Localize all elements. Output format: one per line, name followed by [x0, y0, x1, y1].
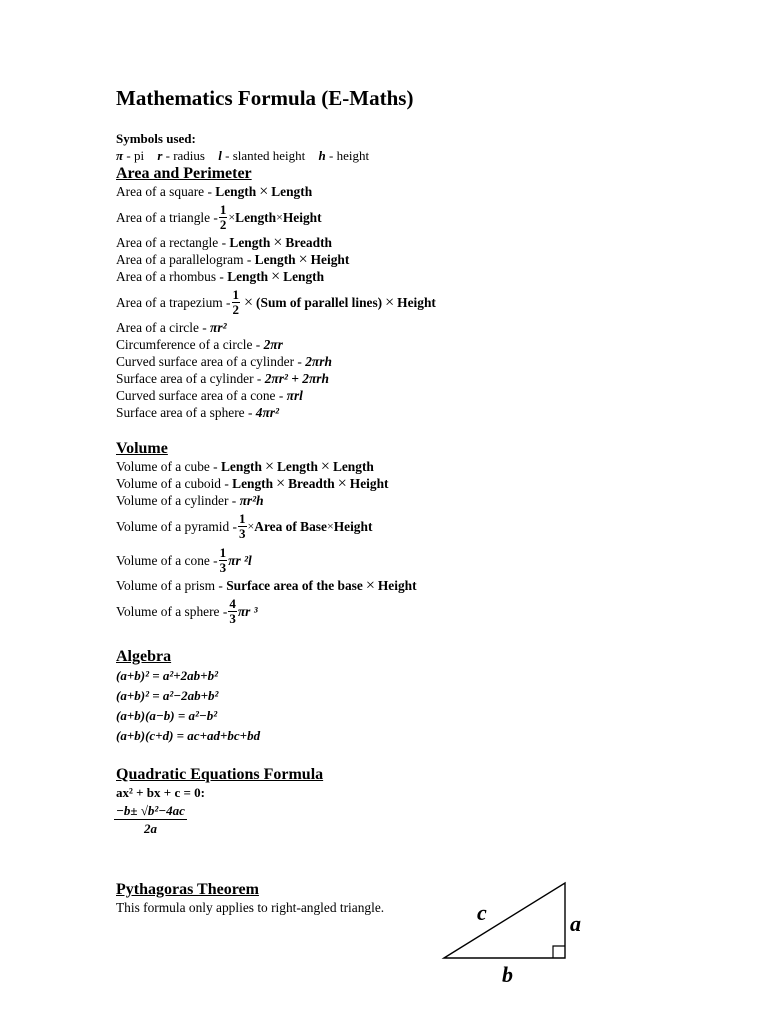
area-trapezium-label: Area of a trapezium - [116, 294, 231, 310]
triangle-shape [444, 883, 565, 958]
volume-cone-label: Volume of a cone - [116, 552, 218, 568]
area-parallelogram-label: Area of a parallelogram - [116, 252, 255, 267]
quadratic-numerator: −b± √b²−4ac [116, 803, 185, 818]
numerator: 1 [239, 510, 246, 526]
term: Breadth [285, 235, 332, 250]
times-sign: × [320, 458, 330, 475]
formula: πr² [210, 320, 227, 335]
times-sign: × [298, 251, 308, 268]
triangle-label-b: b [502, 962, 513, 987]
term: Height [377, 578, 417, 593]
area-trapezium [116, 285, 746, 319]
algebra-identity-3: (a+b)(a−b) = a²−b² [116, 708, 218, 723]
numerator: 4 [229, 595, 236, 611]
quadratic-denominator: 2a [114, 819, 187, 837]
area-square-label: Area of a square - [116, 184, 216, 199]
numerator: 1 [232, 286, 240, 302]
area-triangle-label: Area of a triangle - [116, 209, 218, 225]
volume-cube [116, 458, 746, 475]
right-angle-marker [553, 946, 565, 958]
curved-cone-label: Curved surface area of a cone - [116, 388, 287, 403]
term: Length [271, 184, 313, 199]
symbol-slant-meaning: - slanted height [225, 148, 306, 163]
term: Height [310, 252, 350, 267]
denominator: 3 [239, 525, 246, 541]
denominator: 2 [232, 301, 240, 317]
times-sign: × [276, 209, 283, 224]
algebra-identity-2: (a+b)² = a²−2ab+b² [116, 688, 219, 703]
volume-sphere [116, 594, 746, 628]
volume-cuboid-label: Volume of a cuboid - [116, 476, 233, 491]
volume-cube-label: Volume of a cube - [116, 459, 221, 474]
area-parallelogram [116, 251, 746, 268]
document-page [116, 84, 746, 916]
formula: πr ³ [237, 603, 258, 619]
volume-cone [116, 543, 746, 577]
volume-prism-label: Volume of a prism - [116, 578, 227, 593]
area-rhombus [116, 268, 746, 285]
formula: πr²h [239, 493, 264, 508]
times-sign: × [337, 475, 347, 492]
surface-sphere-label: Surface area of a sphere - [116, 405, 256, 420]
quadratic-formula [116, 802, 185, 837]
area-circle-label: Area of a circle - [116, 320, 211, 335]
times-sign: × [259, 183, 269, 200]
area-triangle [116, 200, 746, 234]
term: Length [221, 459, 262, 474]
term: Length [215, 184, 257, 199]
term: Area of Base [254, 518, 327, 534]
volume-cylinder-label: Volume of a cylinder - [116, 493, 240, 508]
circumference-circle [116, 336, 746, 353]
term: Surface area of the base [226, 578, 363, 593]
formula: πrl [286, 388, 303, 403]
times-sign: × [247, 518, 255, 533]
term: Height [282, 209, 322, 225]
term: Length [235, 209, 277, 225]
times-sign: × [273, 234, 283, 251]
algebra-identity-1: (a+b)² = a²+2ab+b² [116, 668, 218, 683]
surface-area-sphere [116, 404, 746, 421]
triangle-label-a: a [570, 911, 581, 936]
area-square [116, 183, 746, 200]
numerator: 1 [219, 544, 227, 560]
volume-sphere-label: Volume of a sphere - [116, 603, 228, 619]
symbols-heading: Symbols used: [116, 131, 196, 146]
term: (Sum of parallel lines) [256, 294, 383, 310]
term: Length [276, 459, 318, 474]
times-sign: × [385, 293, 395, 311]
fraction [232, 288, 241, 317]
surface-cylinder-label: Surface area of a cylinder - [116, 371, 265, 386]
times-sign: × [264, 458, 274, 475]
circumference-label: Circumference of a circle - [116, 337, 264, 352]
formula: 2πr [263, 337, 283, 352]
quadratic-heading: Quadratic Equations Formula [116, 766, 324, 783]
pythagoras-heading: Pythagoras Theorem [116, 881, 259, 898]
volume-prism [116, 577, 746, 594]
term: Height [333, 518, 373, 534]
symbol-height-meaning: - height [329, 148, 370, 163]
symbol-pi: π [116, 148, 124, 163]
symbol-pi-meaning: - pi [126, 148, 145, 163]
times-sign: × [326, 518, 334, 533]
volume-pyramid [116, 509, 746, 543]
denominator: 2 [219, 216, 227, 232]
term: Length [332, 459, 374, 474]
curved-area-cone [116, 387, 746, 404]
times-sign: × [276, 475, 286, 492]
fraction [228, 597, 237, 626]
term: Length [229, 235, 271, 250]
denominator: 3 [219, 559, 227, 575]
pythagoras-text: This formula only applies to right-angled triangle. [116, 900, 385, 915]
algebra-heading: Algebra [116, 648, 172, 665]
fraction [219, 546, 228, 575]
times-sign: × [365, 577, 375, 594]
term: Length [232, 476, 274, 491]
algebra-identity-4: (a+b)(c+d) = ac+ad+bc+bd [116, 728, 261, 743]
term: Height [349, 476, 389, 491]
formula: 4πr² [255, 405, 280, 420]
area-rhombus-label: Area of a rhombus - [116, 269, 228, 284]
triangle-label-c: c [477, 900, 487, 925]
symbol-slant: l [218, 148, 222, 163]
volume-pyramid-label: Volume of a pyramid - [116, 518, 237, 534]
fraction [219, 203, 228, 232]
symbol-radius: r [157, 148, 163, 163]
numerator: 1 [219, 201, 227, 217]
area-rectangle-label: Area of a rectangle - [116, 235, 230, 250]
formula: 2πr² + 2πrh [264, 371, 329, 386]
denominator: 3 [229, 610, 236, 626]
term: Height [397, 294, 436, 310]
term: Length [283, 269, 325, 284]
times-sign: × [244, 293, 254, 311]
term: Length [227, 269, 269, 284]
area-heading: Area and Perimeter [116, 165, 252, 182]
volume-cylinder [116, 492, 746, 509]
fraction [238, 512, 247, 541]
symbol-radius-meaning: - radius [165, 148, 205, 163]
formula: πr ²l [228, 552, 252, 568]
area-rectangle [116, 234, 746, 251]
area-circle [116, 319, 746, 336]
times-sign: × [228, 209, 236, 224]
document-title: Mathematics Formula (E-Maths) [116, 86, 414, 110]
term: Breadth [288, 476, 335, 491]
symbols-list [116, 147, 746, 165]
volume-cuboid [116, 475, 746, 492]
curved-area-cylinder [116, 353, 746, 370]
surface-area-cylinder [116, 370, 746, 387]
volume-heading: Volume [116, 440, 168, 457]
quadratic-equation: ax² + bx + c = 0: [116, 785, 205, 800]
times-sign: × [271, 268, 281, 285]
symbol-height: h [318, 148, 326, 163]
curved-cylinder-label: Curved surface area of a cylinder - [116, 354, 306, 369]
formula: 2πrh [305, 354, 332, 369]
term: Length [254, 252, 296, 267]
